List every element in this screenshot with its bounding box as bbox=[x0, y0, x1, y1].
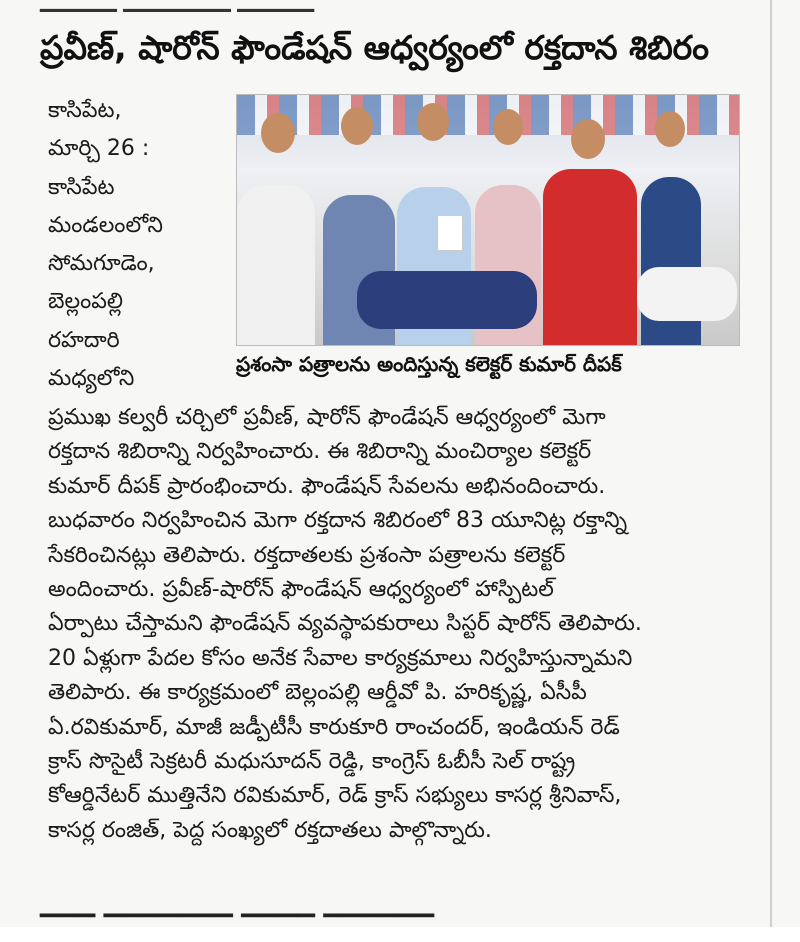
body-line: ఏ.రవికుమార్, మాజీ జడ్పీటీసీ కారుకూరి రాంచందర్, ఇండియన్ రెడ్ bbox=[48, 714, 620, 740]
news-photo bbox=[236, 94, 740, 346]
dateline-line: కాసిపేట, bbox=[48, 98, 122, 123]
dateline-line: మధ్యలోని bbox=[48, 366, 135, 392]
photo-caption: ప్రశంసా పత్రాలను అందిస్తున్న కలెక్టర్ కుమార్ దీపక్ bbox=[236, 352, 622, 376]
dateline-line: సోమగూడెం, bbox=[48, 251, 155, 277]
photo-person-red-cross-vest bbox=[543, 169, 637, 345]
dateline-column bbox=[48, 92, 228, 398]
photo-donor-on-bed bbox=[357, 271, 537, 329]
body-line: ప్రముఖ కల్వరీ చర్చిలో ప్రవీణ్, షారోన్ ఫౌండేషన్ ఆధ్వర్యంలో మెగా bbox=[48, 405, 606, 430]
body-line: 20 ఏళ్లుగా పేదల కోసం అనేక సేవాల కార్యక్రమాలు నిర్వహిస్తున్నామని bbox=[48, 645, 633, 671]
body-line: క్రాస్ సొసైటీ సెక్రటరీ మధుసూదన్ రెడ్డి, కాంగ్రెస్ ఓబీసీ సెల్ రాష్ట్ర bbox=[48, 749, 576, 775]
photo-donor-right bbox=[637, 267, 737, 321]
body-line: తెలిపారు. ఈ కార్యక్రమంలో బెల్లంపల్లి ఆర్డీవో పి. హరికృష్ణ, ఏసీపీ bbox=[48, 680, 587, 706]
photo-head bbox=[571, 119, 605, 159]
previous-article-cut: ▁▁▁▁▁ ▁▁▁▁▁▁▁ ▁▁▁▁▁ bbox=[40, 0, 315, 12]
next-article-cut: ▔▔▔ ▔▔▔▔▔▔▔ ▔▔▔▔ ▔▔▔▔▔▔ bbox=[40, 914, 435, 942]
photo-head bbox=[493, 109, 523, 145]
body-line: బుధవారం నిర్వహించిన మెగా రక్తదాన శిబిరంలో 83 యూనిట్ల రక్తాన్ని bbox=[48, 508, 628, 534]
article-headline: ప్రవీణ్, షారోన్ ఫౌండేషన్ ఆధ్వర్యంలో రక్తదాన శిబిరం bbox=[40, 28, 709, 67]
photo-head bbox=[261, 113, 295, 153]
dateline-line: మార్చి 26 : bbox=[48, 136, 150, 162]
body-line: అందించారు. ప్రవీణ్-షారోన్ ఫౌండేషన్ ఆధ్వర్యంలో హాస్పిటల్ bbox=[48, 577, 554, 603]
dateline-line: రహదారి bbox=[48, 327, 120, 353]
photo-head bbox=[417, 103, 449, 141]
dateline-line: కాసిపేట bbox=[48, 174, 115, 200]
photo-head bbox=[655, 111, 685, 147]
body-line: కాసర్ల రంజిత్, పెద్ద సంఖ్యలో రక్తదాతలు పాల్గొన్నారు. bbox=[48, 817, 492, 843]
dateline-line: బెల్లంపల్లి bbox=[48, 289, 124, 315]
column-divider bbox=[770, 0, 772, 927]
article-body bbox=[48, 401, 742, 848]
photo-person bbox=[237, 185, 315, 345]
body-line: ఏర్పాటు చేస్తామని ఫౌండేషన్ వ్యవస్థాపకురాలు సిస్టర్ షారోన్ తెలిపారు. bbox=[48, 611, 642, 637]
photo-head bbox=[341, 107, 373, 145]
body-line: కుమార్ దీపక్ ప్రారంభించారు. ఫౌండేషన్ సేవలను అభినందించారు. bbox=[48, 473, 606, 499]
body-line: సేకరించినట్లు తెలిపారు. రక్తదాతలకు ప్రశంసా పత్రాలను కలెక్టర్ bbox=[48, 542, 566, 568]
body-line: రక్తదాన శిబిరాన్ని నిర్వహించారు. ఈ శిబిరాన్ని మంచిర్యాల కలెక్టర్ bbox=[48, 439, 592, 465]
body-line: కోఆర్డినేటర్ ముత్తినేని రవికుమార్, రెడ్ క్రాస్ సభ్యులు కాసర్ల శ్రీనివాస్, bbox=[48, 783, 622, 809]
dateline-line: మండలంలోని bbox=[48, 212, 163, 238]
photo-certificate bbox=[437, 215, 463, 251]
